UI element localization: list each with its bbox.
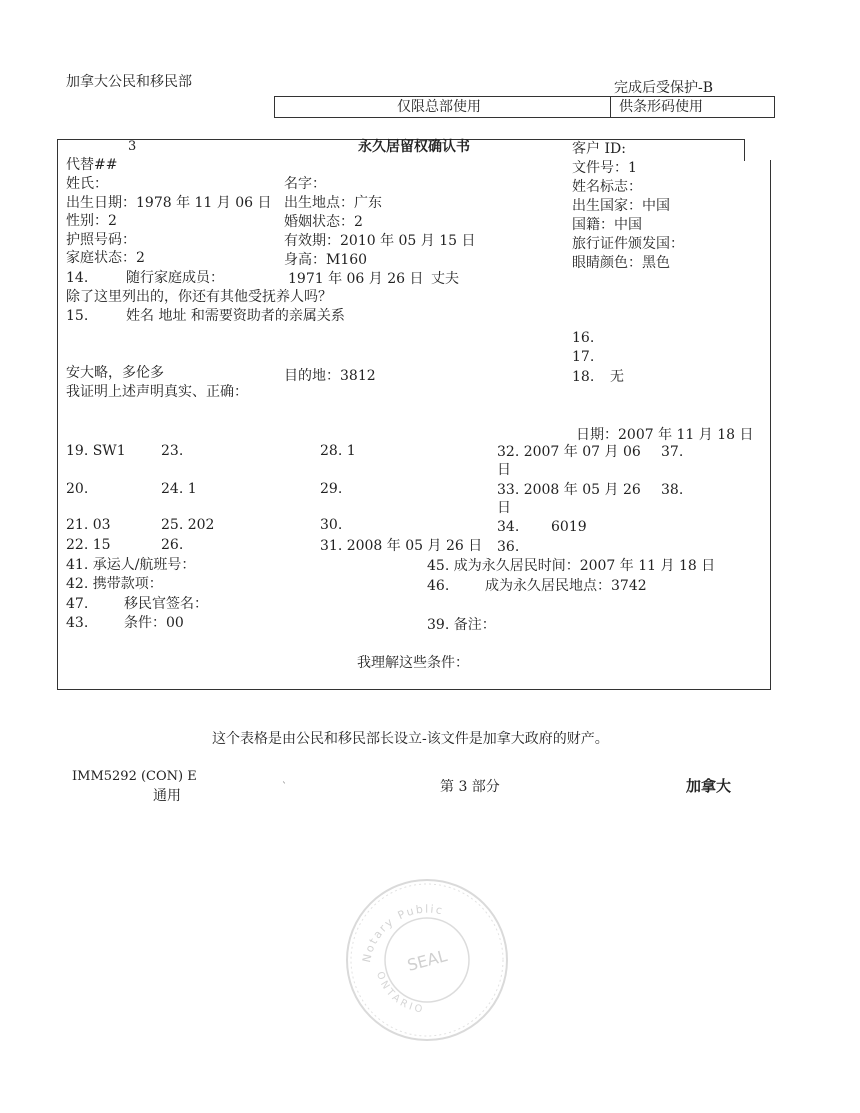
field-22: 22. 15 [66, 537, 111, 553]
field-31: 31. 2008 年 05 月 26 日 [320, 538, 483, 554]
barcode-use-label: 供条形码使用 [619, 99, 703, 115]
field-41: 41. 承运人/航班号： [66, 557, 196, 573]
field-29: 29. [320, 481, 343, 497]
form-code: IMM5292 (CON) E [72, 769, 197, 784]
field-33: 33. 2008 年 05 月 26 [497, 482, 641, 498]
place: 安大略，多伦多 [66, 365, 164, 381]
field-39: 39. 备注： [427, 617, 496, 633]
passport-number: 护照号码： [66, 232, 136, 248]
canada-label: 加拿大 [686, 777, 732, 795]
given-name: 名字： [284, 176, 326, 192]
notary-seal-image [345, 878, 510, 1043]
family-status: 家庭状态：2 [66, 250, 145, 266]
passport-validity: 有效期：2010 年 05 月 15 日 [284, 233, 476, 249]
surname: 姓氏： [66, 176, 108, 192]
field-28: 28. 1 [320, 443, 356, 459]
marital-status: 婚姻状态：2 [284, 214, 363, 230]
field-42: 42. 携带款项： [66, 576, 163, 592]
citizenship: 国籍：中国 [572, 217, 642, 233]
client-id: 客户 ID: [572, 141, 626, 157]
certify-statement: 我证明上述声明真实、正确： [66, 384, 248, 400]
field-38: 38. [661, 482, 684, 498]
field-47-text: 移民官签名： [124, 596, 208, 612]
hq-use-label: 仅限总部使用 [397, 99, 481, 115]
field-36: 36. [497, 539, 520, 555]
item-14-number: 14. [66, 270, 89, 286]
birthplace: 出生地点：广东 [284, 195, 382, 211]
seal-text-top: Notary Public [360, 902, 446, 964]
sex: 性别：2 [66, 213, 117, 229]
seal-text-bottom: ONTARIO [373, 970, 426, 1016]
field-43-text: 条件：00 [124, 615, 184, 631]
destination: 目的地：3812 [284, 368, 376, 384]
travel-doc-country: 旅行证件颁发国： [572, 236, 684, 252]
item-14-label: 随行家庭成员： [126, 270, 224, 286]
field-19: 19. SW1 [66, 443, 126, 459]
field-20: 20. [66, 481, 89, 497]
field-46-text: 成为永久居民地点：3742 [485, 578, 647, 594]
item-15-text: 姓名 地址 和需要资助者的亲属关系 [126, 308, 345, 324]
understand-statement: 我理解这些条件： [357, 655, 469, 671]
declaration-date: 日期：2007 年 11 月 18 日 [576, 427, 754, 443]
part-label: 第 3 部分 [440, 779, 500, 795]
field-26: 26. [161, 537, 184, 553]
item-16: 16. [572, 330, 595, 346]
seal-text-center: SEAL [405, 946, 449, 975]
eye-color: 眼睛颜色：黑色 [572, 255, 670, 271]
field-46: 46. [427, 578, 450, 594]
field-47: 47. [66, 596, 89, 612]
office-use-box [274, 96, 775, 118]
dependents-question: 除了这里列出的，你还有其他受抚养人吗？ [66, 289, 332, 305]
item-14-relationship: 丈夫 [431, 271, 459, 287]
field-37: 37. [661, 444, 684, 460]
item-18-value: 无 [610, 369, 624, 385]
field-45: 45. 成为永久居民时间：2007 年 11 月 18 日 [427, 558, 716, 574]
birth-country: 出生国家：中国 [572, 198, 670, 214]
protected-label: 完成后受保护-B [614, 80, 714, 96]
replaces: 代替## [66, 157, 118, 173]
item-17: 17. [572, 349, 595, 365]
item-18: 18. [572, 369, 595, 385]
footer-note: 这个表格是由公民和移民部长设立-该文件是加拿大政府的财产。 [212, 731, 609, 747]
field-23: 23. [161, 443, 184, 459]
height: 身高：M160 [284, 252, 368, 268]
field-24: 24. 1 [161, 481, 197, 497]
file-number: 文件号：1 [572, 160, 637, 176]
general-label: 通用 [153, 788, 181, 804]
field-34: 34. [497, 519, 520, 535]
form-title: 永久居留权确认书 [358, 139, 470, 155]
field-21: 21. 03 [66, 517, 111, 533]
field-34-value: 6019 [551, 519, 587, 535]
field-32-day: 日 [497, 462, 511, 478]
department-name: 加拿大公民和移民部 [66, 74, 192, 90]
field-43: 43. [66, 615, 89, 631]
date-of-birth: 出生日期：1978 年 11 月 06 日 [66, 195, 272, 211]
corner-mark: 3 [128, 139, 137, 154]
field-30: 30. [320, 517, 343, 533]
field-25: 25. 202 [161, 517, 215, 533]
field-32: 32. 2007 年 07 月 06 [497, 444, 641, 460]
item-15-number: 15. [66, 308, 89, 324]
field-33-day: 日 [497, 500, 511, 516]
name-flag: 姓名标志： [572, 179, 642, 195]
item-14-date: 1971 年 06 月 26 日 [288, 271, 424, 287]
stray-mark: ` [282, 782, 287, 793]
